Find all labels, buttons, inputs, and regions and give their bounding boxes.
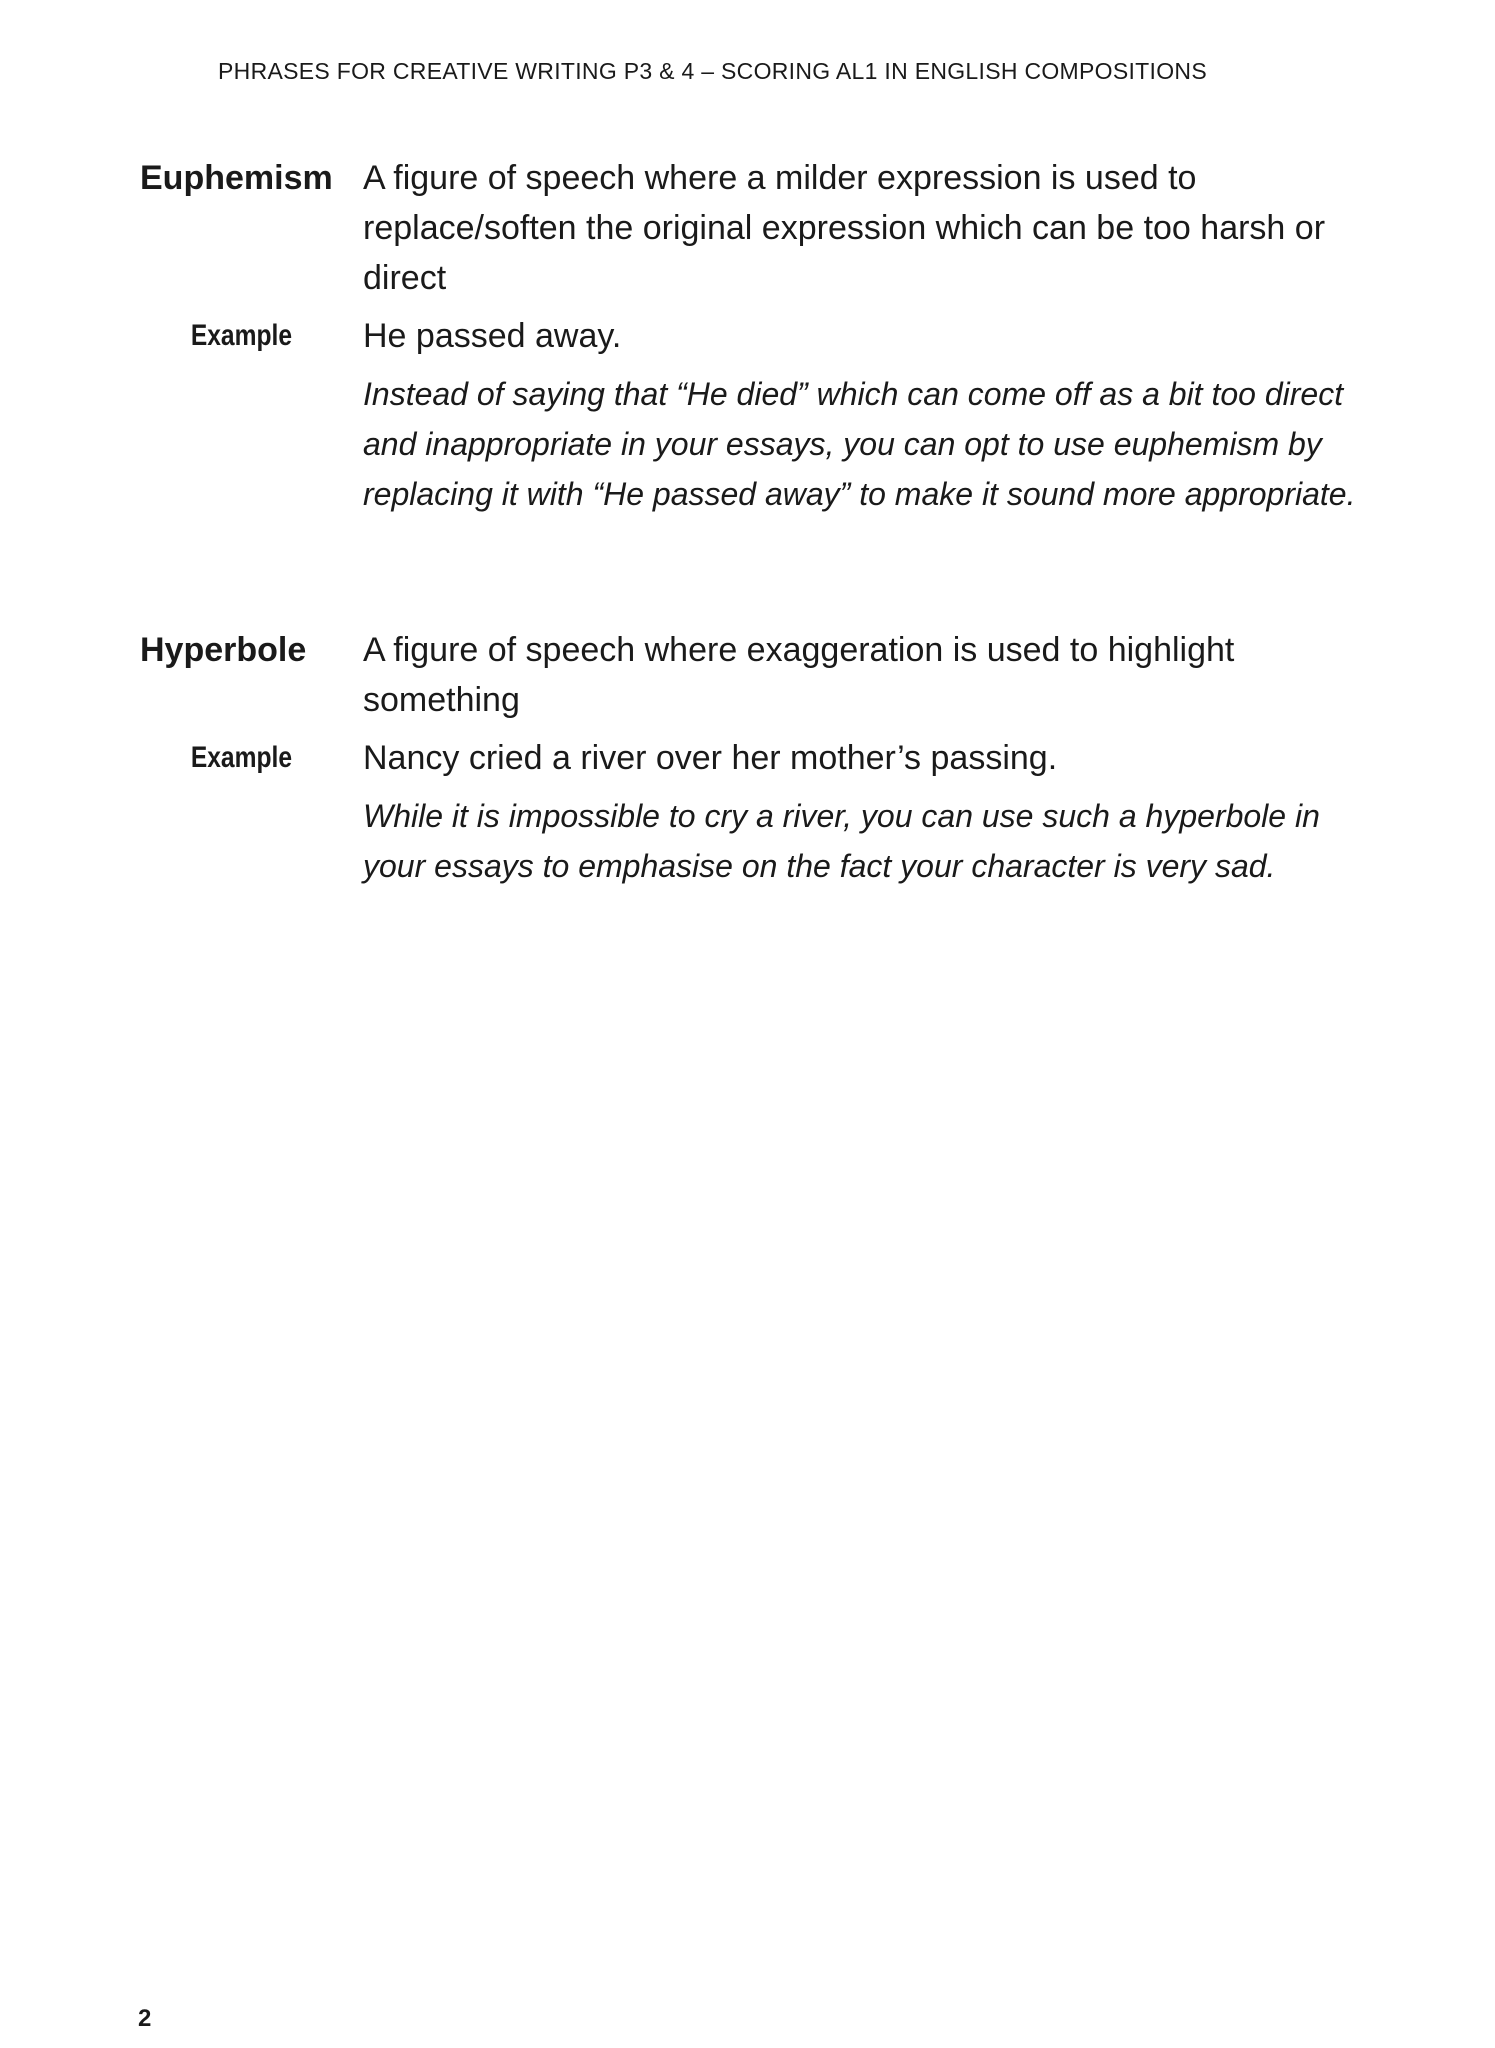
term-row — [140, 625, 1370, 725]
example-label: Example — [190, 741, 293, 774]
example-explanation: Instead of saying that “He died” which can come off as a bit too direct and inappropriate in your essays, you can opt to use euphemism by replacing it with “He passed away” to make it sound more appropriate. — [363, 376, 1356, 512]
example-row — [140, 733, 1370, 783]
term-definition: A figure of speech where exaggeration is used to highlight something — [363, 631, 1235, 719]
example-row — [140, 311, 1370, 361]
example-explanation: While it is impossible to cry a river, you can use such a hyperbole in your essays to emphasise on the fact your character is very sad. — [363, 798, 1320, 884]
page-number: 2 — [138, 2005, 152, 2032]
term-definition: A figure of speech where a milder expression is used to replace/soften the original expression which can be too harsh or direct — [363, 159, 1326, 297]
glossary-entry-euphemism — [140, 153, 1370, 519]
running-header: PHRASES FOR CREATIVE WRITING P3 & 4 – SCORING AL1 IN ENGLISH COMPOSITIONS — [218, 58, 1207, 84]
term-row — [140, 153, 1370, 303]
term-heading: Euphemism — [140, 159, 333, 197]
example-label: Example — [190, 319, 293, 352]
example-sentence: He passed away. — [363, 317, 622, 355]
example-sentence: Nancy cried a river over her mother’s passing. — [363, 739, 1058, 777]
term-heading: Hyperbole — [140, 631, 307, 669]
glossary-entry-hyperbole — [140, 625, 1370, 891]
